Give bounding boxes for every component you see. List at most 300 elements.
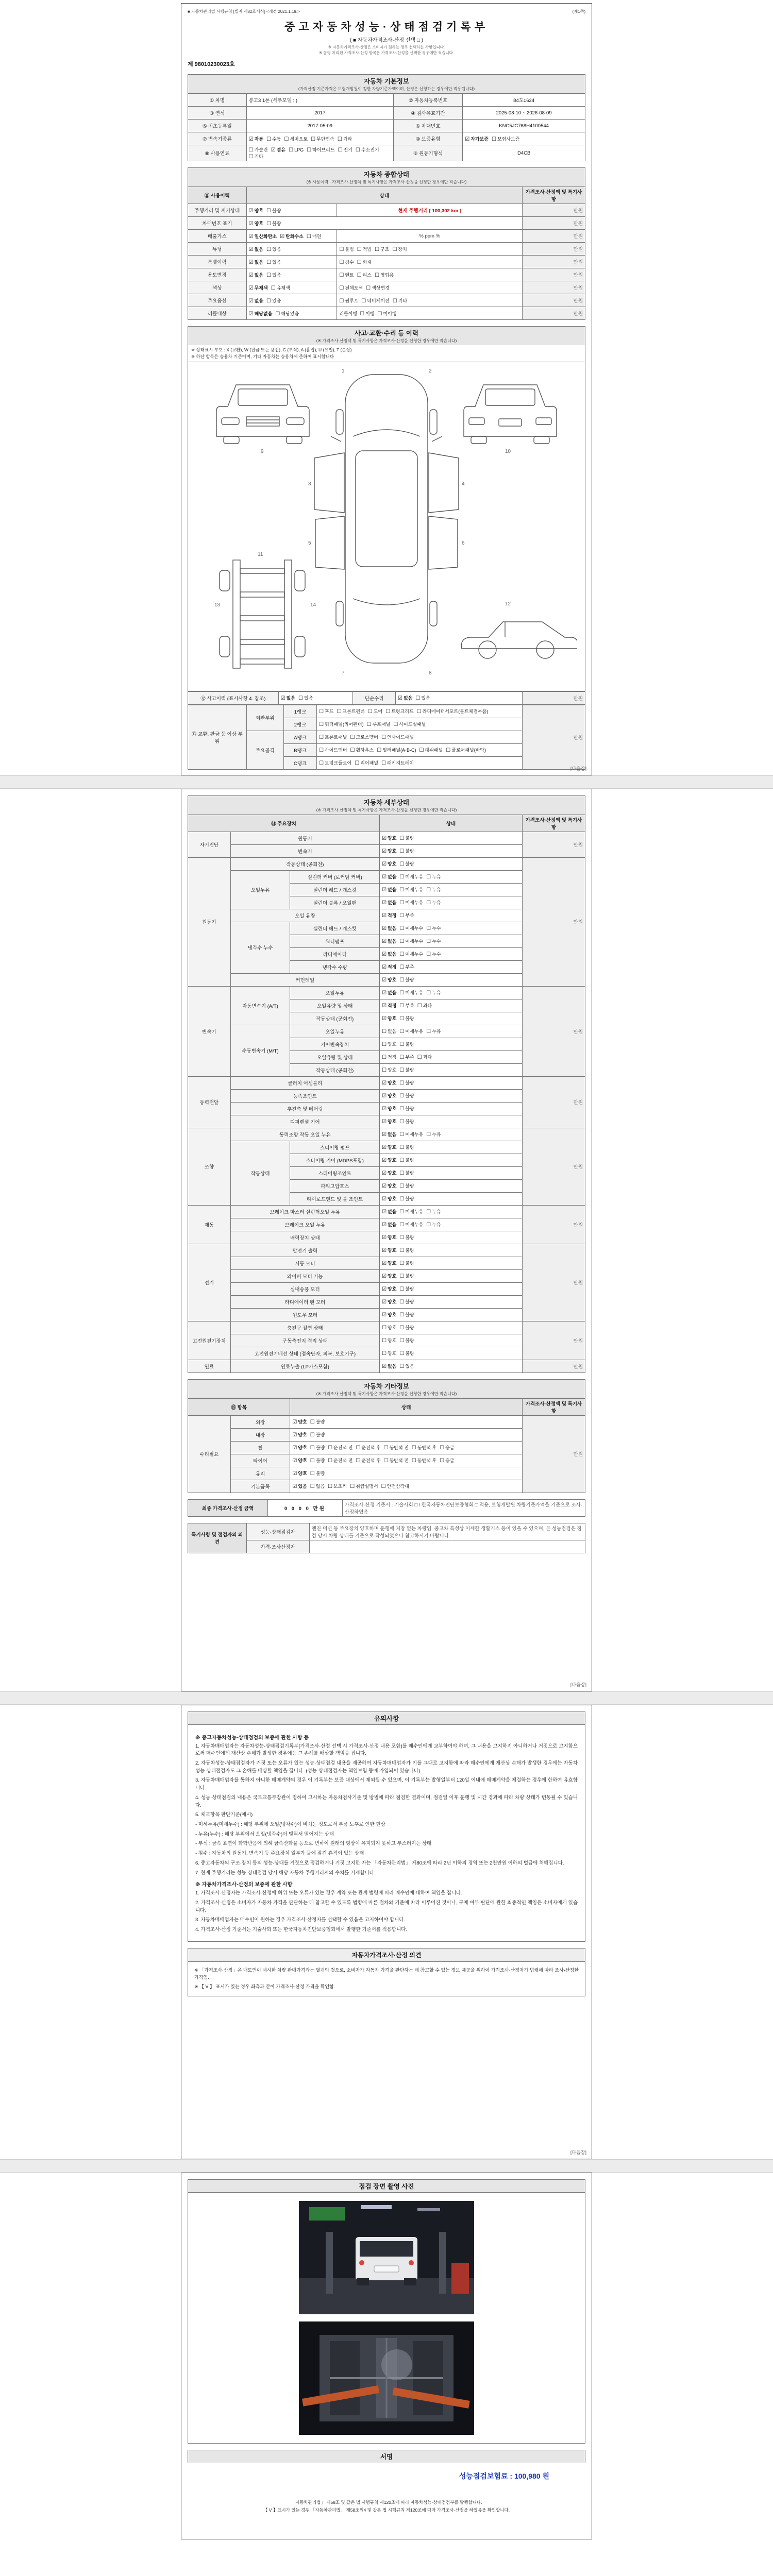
checkbox-필러패널(A·B·C)[interactable]: ☐ 필러패널(A·B·C) [377,748,416,753]
checkbox-없음[interactable]: ☑ 없음 [382,874,397,880]
checkbox-양호[interactable]: ☐ 양호 [382,1042,397,1047]
checkbox-이행[interactable]: ☐ 이행 [360,311,375,317]
checkbox-크로스멤버[interactable]: ☐ 크로스멤버 [350,735,378,740]
form-field-cell [246,145,393,161]
checkbox-누유[interactable]: ☐ 누유 [426,887,441,893]
checkbox-icon: ☐ [399,1338,405,1344]
checkbox-icon: ☑ [382,1286,387,1292]
text-cell: 만원 [523,294,585,307]
checkbox-양호[interactable]: ☑ 양호 [292,1445,307,1451]
notice-item: - 누유(누수) : 해당 부위에서 오일(냉각수)이 맺혀서 떨어지는 상태 [195,1831,334,1837]
checkbox-취급설명서[interactable]: ☐ 취급설명서 [350,1484,378,1489]
text-cell: 만원 [523,986,585,1076]
checkbox-누수[interactable]: ☐ 누수 [426,952,441,957]
checkbox-icon: ☐ [367,709,373,715]
checkbox-불량[interactable]: ☐ 불량 [399,861,414,867]
checkbox-미세누유[interactable]: ☐ 미세누유 [399,900,424,906]
checkbox-리어패널[interactable]: ☐ 리어패널 [355,760,378,766]
text-cell: 자동변속기 (A/T) [230,986,290,1025]
checkbox-응급[interactable]: ☐ 응급 [440,1445,455,1451]
checkbox-양호[interactable]: ☑ 양호 [382,1183,397,1189]
checkbox-불량[interactable]: ☐ 불량 [399,1183,414,1189]
text-cell: 변속기 [230,844,379,857]
checkbox-불량[interactable]: ☐ 불량 [310,1445,325,1451]
checkbox-동반석 후[interactable]: ☐ 동반석 후 [411,1445,437,1451]
checkbox-icon: ☐ [411,1458,416,1464]
form-field-cell [337,256,523,268]
checkbox-무단변속[interactable]: ☐ 무단변속 [311,136,334,142]
notice-item: 6. 중고자동차의 구조·장치 등의 성능·상태를 거짓으로 점검하거나 거짓 고지한 자는 「자동차관리법」 제80조에 따라 2년 이하의 징역 또는 2천만원 이하의 벌금에 처해집니다. [195,1860,564,1866]
checkbox-icon: ☐ [248,147,254,153]
checkbox-리스[interactable]: ☐ 리스 [357,272,372,278]
form-field-cell [380,1050,523,1063]
checkbox-없음[interactable]: ☑ 없음 [382,1209,397,1215]
checkbox-양호[interactable]: ☑ 양호 [382,1158,397,1163]
checkbox-네비게이션[interactable]: ☐ 네비게이션 [361,298,390,304]
checkbox-누유[interactable]: ☐ 누유 [426,1222,441,1228]
form-field-cell [380,922,523,935]
checkbox-미이행[interactable]: ☐ 미이행 [377,311,397,317]
checkbox-후드[interactable]: ☐ 후드 [319,709,334,715]
checkbox-양호[interactable]: ☐ 양호 [382,1351,397,1357]
checkbox-양호[interactable]: ☑ 양호 [292,1471,307,1477]
inspector-remarks-table [188,1523,585,1553]
checkbox-장치[interactable]: ☐ 장치 [392,246,407,252]
text-cell: 만원 [523,1360,585,1372]
checkbox-안전삼각대[interactable]: ☐ 안전삼각대 [381,1484,410,1489]
footer-line-2: 【 V 】표시가 있는 경우 「자동차관리법」 제58조의4 및 같은 법 시행규칙 제120조에 따라 가격조사·산정을 하였음을 확인합니다. [263,2507,510,2513]
table-row [188,307,585,320]
checkbox-불량[interactable]: ☐ 불량 [399,1299,414,1305]
checkbox-불량[interactable]: ☐ 불량 [399,1351,414,1357]
checkbox-icon: ☐ [399,1325,405,1331]
checkbox-기타[interactable]: ☐ 기타 [248,154,264,160]
checkbox-있음[interactable]: ☐ 있음 [266,298,281,304]
checkbox-기타[interactable]: ☐ 기타 [392,298,408,304]
form-field-cell [380,832,523,844]
form-field-cell [317,756,523,769]
checkbox-무채색[interactable]: ☑ 무채색 [248,285,268,291]
checkbox-icon: ☐ [399,1119,405,1125]
next-page-link[interactable]: [다음장] [570,2149,586,2155]
checkbox-있음[interactable]: ☐ 있음 [266,246,281,252]
checkbox-트렁크플로어[interactable]: ☐ 트렁크플로어 [319,760,352,766]
checkbox-양호[interactable]: ☑ 양호 [382,1235,397,1241]
checkbox-있음[interactable]: ☐ 있음 [298,696,313,701]
form-field-cell [380,973,523,986]
checkbox-운전석 전[interactable]: ☐ 운전석 전 [328,1458,353,1464]
text-cell: 오일누유 [290,1025,380,1038]
checkbox-icon: ☐ [399,977,405,983]
checkbox-불량[interactable]: ☐ 불량 [399,1158,414,1163]
checkbox-LPG[interactable]: ☐ LPG [289,147,304,153]
section-title: 자동차 종합상태 [364,171,409,178]
section-sign-header [188,2450,585,2463]
checkbox-불량[interactable]: ☐ 불량 [266,208,281,214]
checkbox-icon: ☐ [339,246,344,252]
field-prefix: 리콜이행 [339,311,358,316]
checkbox-양호[interactable]: ☑ 양호 [382,1274,397,1279]
checkbox-미세누수[interactable]: ☐ 미세누수 [399,926,424,931]
checkbox-양호[interactable]: ☑ 양호 [382,1145,397,1150]
checkbox-미세누유[interactable]: ☐ 미세누유 [399,874,424,880]
checkbox-매연[interactable]: ☐ 매연 [306,233,322,240]
checkbox-icon: ☐ [426,1029,431,1035]
checkbox-미세누유[interactable]: ☐ 미세누유 [399,1029,424,1035]
checkbox-트렁크리드[interactable]: ☐ 트렁크리드 [385,709,414,715]
checkbox-과다[interactable]: ☐ 과다 [417,1055,432,1060]
checkbox-icon: ☑ [292,1471,297,1477]
checkbox-없음[interactable]: ☑ 없음 [382,926,397,931]
checkbox-색상변경[interactable]: ☐ 색상변경 [366,285,390,291]
checkbox-양호[interactable]: ☑ 양호 [382,1171,397,1176]
basic-info-table [188,93,585,161]
checkbox-있음[interactable]: ☐ 있음 [266,259,281,265]
checkbox-미세누유[interactable]: ☐ 미세누유 [399,1209,424,1215]
checkbox-불량[interactable]: ☐ 불량 [399,977,414,983]
checkbox-불량[interactable]: ☐ 불량 [399,836,414,841]
checkbox-없음[interactable]: ☑ 없음 [382,952,397,957]
checkbox-적정[interactable]: ☑ 적정 [382,913,397,919]
notice-item: - 부식 : 금속 표면이 화학반응에 의해 금속산화물 등으로 변하여 원래의 형상이 유지되지 못하고 부스러지는 상태 [195,1841,432,1847]
checkbox-침수[interactable]: ☐ 침수 [339,259,354,265]
checkbox-양호[interactable]: ☑ 양호 [382,977,397,983]
checkbox-icon: ☐ [356,1445,361,1451]
checkbox-icon: ☑ [292,1419,297,1425]
table-row [188,1415,585,1428]
checkbox-부족[interactable]: ☐ 부족 [399,964,414,970]
checkbox-세미오토[interactable]: ☐ 세미오토 [284,136,308,142]
notice-item: 1. 가격조사·산정자는 가격조사·산정에 허위 또는 오류가 있는 경우 계약 또는 관계 법령에 따라 매수인에 대하여 책임을 집니다. [195,1890,462,1896]
checkbox-양호[interactable]: ☑ 양호 [382,836,397,841]
checkbox-icon: ☐ [310,1419,315,1425]
checkbox-기타[interactable]: ☐ 기타 [337,136,352,142]
text-cell: 만원 [523,832,585,857]
checkbox-누수[interactable]: ☐ 누수 [426,926,441,931]
text-cell: D4CB [463,145,585,161]
form-field-cell [290,1428,523,1441]
checkbox-수동[interactable]: ☐ 수동 [266,136,281,142]
checkbox-불량[interactable]: ☐ 불량 [399,1248,414,1253]
next-page-link[interactable]: [다음장] [570,766,586,771]
checkbox-icon: ☐ [399,874,405,880]
checkbox-없음[interactable]: ☑ 없음 [382,900,397,906]
checkbox-도어[interactable]: ☐ 도어 [367,709,383,715]
checkbox-영업용[interactable]: ☐ 영업용 [375,272,394,278]
checkbox-양호[interactable]: ☑ 양호 [382,1286,397,1292]
checkbox-탄화수소[interactable]: ☑ 탄화수소 [280,233,304,240]
checkbox-누유[interactable]: ☐ 누유 [426,1209,441,1215]
checkbox-없음[interactable]: ☑ 없음 [248,246,264,252]
checkbox-일산화탄소[interactable]: ☑ 일산화탄소 [248,233,277,240]
checkbox-icon: ☑ [248,208,254,214]
checkbox-휠하우스[interactable]: ☐ 휠하우스 [350,748,374,753]
text-cell: 외판부위 [246,705,283,731]
checkbox-전기[interactable]: ☐ 전기 [338,147,352,153]
table-row [188,1076,585,1089]
form-field-cell [380,986,523,999]
text-cell: 실린더 커버 (로커암 커버) [290,870,380,883]
text-cell: 만원 [523,1205,585,1244]
checkbox-불량[interactable]: ☐ 불량 [399,1080,414,1086]
checkbox-자가보증[interactable]: ☑ 자가보증 [465,136,489,142]
checkbox-양호[interactable]: ☑ 양호 [292,1419,307,1425]
checkbox-불량[interactable]: ☐ 불량 [310,1471,325,1477]
checkbox-불량[interactable]: ☐ 불량 [399,1286,414,1292]
checkbox-미세누유[interactable]: ☐ 미세누유 [399,1132,424,1138]
checkbox-렌트[interactable]: ☐ 렌트 [339,272,354,278]
checkbox-불량[interactable]: ☐ 불량 [399,1145,414,1150]
checkbox-없음[interactable]: ☑ 없음 [248,259,264,265]
checkbox-사이드멤버[interactable]: ☐ 사이드멤버 [319,748,347,753]
checkbox-없음[interactable]: ☑ 없음 [280,696,296,701]
checkbox-없음[interactable]: ☑ 없음 [248,298,264,304]
checkbox-icon: ☐ [337,136,342,142]
price-opinion-title: 자동차가격조사·산정 의견 [188,1948,585,1962]
text-cell: 만원 [523,281,585,294]
checkbox-쿼터패널(리어펜더)[interactable]: ☐ 쿼터패널(리어펜더) [319,722,364,727]
checkbox-양호[interactable]: ☑ 양호 [382,849,397,854]
checkbox-없음[interactable]: ☑ 없음 [382,1364,397,1369]
checkbox-양호[interactable]: ☑ 양호 [292,1432,307,1438]
checkbox-icon: ☐ [426,1132,431,1138]
checkbox-icon: ☐ [426,926,431,931]
checkbox-불량[interactable]: ☐ 불량 [399,1196,414,1202]
checkbox-자동[interactable]: ☑ 자동 [248,136,264,142]
text-cell: 만원 [523,1128,585,1205]
checkbox-과다[interactable]: ☐ 과다 [417,1003,432,1009]
checkbox-양호[interactable]: ☑ 양호 [382,1261,397,1266]
checkbox-불량[interactable]: ☐ 불량 [399,1171,414,1176]
checkbox-icon: ☐ [375,246,380,252]
checkbox-icon: ☐ [310,1484,315,1489]
form-field-cell [290,1415,523,1428]
checkbox-양호[interactable]: ☑ 양호 [382,1093,397,1099]
form-sheet-4 [181,2173,592,2539]
checkbox-불법[interactable]: ☐ 불법 [339,246,354,252]
checkbox-운전석 전[interactable]: ☐ 운전석 전 [328,1445,353,1451]
checkbox-양호[interactable]: ☐ 양호 [382,1338,397,1344]
checkbox-불량[interactable]: ☐ 불량 [310,1432,325,1438]
checkbox-해당없음[interactable]: ☑ 해당없음 [248,311,273,317]
checkbox-불량[interactable]: ☐ 불량 [399,1042,414,1047]
checkbox-없음[interactable]: ☑ 없음 [382,990,397,996]
checkbox-사이드실패널[interactable]: ☐ 사이드실패널 [393,722,426,727]
checkbox-icon: ☑ [382,977,387,983]
checkbox-없음[interactable]: ☐ 없음 [382,1029,397,1035]
checkbox-icon: ☐ [271,285,276,291]
checkbox-icon: ☐ [399,1364,405,1369]
text-cell: 만원 [523,1415,585,1493]
checkbox-동반석 전[interactable]: ☐ 동반석 전 [383,1445,409,1451]
checkbox-없음[interactable]: ☑ 없음 [382,939,397,944]
checkbox-미세누수[interactable]: ☐ 미세누수 [399,952,424,957]
notice-text [188,1724,585,1942]
svg-text:5: 5 [308,540,311,546]
checkbox-적정[interactable]: ☑ 적정 [382,964,397,970]
checkbox-누유[interactable]: ☐ 누유 [426,1132,441,1138]
checkbox-양호[interactable]: ☑ 양호 [382,1016,397,1022]
checkbox-미세누유[interactable]: ☐ 미세누유 [399,887,424,893]
checkbox-누수[interactable]: ☐ 누수 [426,939,441,944]
next-page-link[interactable]: [다음장] [570,1682,586,1687]
checkbox-미세누유[interactable]: ☐ 미세누유 [399,990,424,996]
checkbox-icon: ☑ [382,939,387,944]
checkbox-불량[interactable]: ☐ 불량 [399,1016,414,1022]
checkbox-양호[interactable]: ☑ 양호 [248,208,264,214]
checkbox-전체도색[interactable]: ☐ 전체도색 [339,285,363,291]
checkbox-불량[interactable]: ☐ 불량 [310,1419,325,1425]
text-cell: 작동상태 (공회전) [290,1012,380,1025]
checkbox-양호[interactable]: ☑ 양호 [292,1458,307,1464]
checkbox-있음[interactable]: ☑ 있음 [292,1484,307,1489]
checkbox-프론트패널[interactable]: ☐ 프론트패널 [319,735,347,740]
checkbox-미세누유[interactable]: ☐ 미세누유 [399,1222,424,1228]
checkbox-플로어패널(바닥)[interactable]: ☐ 플로어패널(바닥) [446,748,486,753]
checkbox-누유[interactable]: ☐ 누유 [426,874,441,880]
checkbox-불량[interactable]: ☐ 불량 [399,1235,414,1241]
checkbox-가솔린[interactable]: ☐ 가솔린 [248,147,268,153]
checkbox-양호[interactable]: ☐ 양호 [382,1325,397,1331]
checkbox-양호[interactable]: ☑ 양호 [382,1299,397,1305]
checkbox-없음[interactable]: ☐ 없음 [310,1484,325,1489]
checkbox-양호[interactable]: ☑ 양호 [382,1080,397,1086]
checkbox-대쉬패널[interactable]: ☐ 대쉬패널 [419,748,443,753]
checkbox-미세누수[interactable]: ☐ 미세누수 [399,939,424,944]
checkbox-불량[interactable]: ☐ 불량 [310,1458,325,1464]
checkbox-양호[interactable]: ☑ 양호 [382,1196,397,1202]
checkbox-부족[interactable]: ☐ 부족 [399,913,414,919]
checkbox-있음[interactable]: ☐ 있음 [399,1364,414,1369]
form-field-cell [290,1454,523,1467]
price-survey-option[interactable]: ( ■ 자동차가격조사·산정 선택 □ ) [349,38,424,43]
checkbox-해당있음[interactable]: ☐ 해당있음 [275,311,299,317]
checkbox-운전석 후[interactable]: ☐ 운전석 후 [356,1458,381,1464]
checkbox-양호[interactable]: ☑ 양호 [382,1106,397,1112]
table-row [188,120,585,132]
checkbox-불량[interactable]: ☐ 불량 [399,1261,414,1266]
form-field-cell [278,691,353,704]
checkbox-있음[interactable]: ☐ 있음 [415,696,430,701]
checkbox-없음[interactable]: ☑ 없음 [398,696,413,701]
checkbox-icon: ☐ [399,952,405,957]
checkbox-icon: ☐ [248,154,254,160]
checkbox-icon: ☑ [382,1261,387,1266]
checkbox-없음[interactable]: ☑ 없음 [382,1132,397,1138]
text-cell: 상태 [246,187,522,204]
checkbox-불량[interactable]: ☐ 불량 [399,1325,414,1331]
checkbox-구조[interactable]: ☐ 구조 [375,246,390,252]
checkbox-양호[interactable]: ☑ 양호 [382,1248,397,1253]
table-row [188,1205,585,1218]
checkbox-icon: ☑ [248,221,254,227]
checkbox-불량[interactable]: ☐ 불량 [266,221,281,227]
checkbox-icon: ☐ [416,709,422,715]
checkbox-누유[interactable]: ☐ 누유 [426,990,441,996]
checkbox-인사이드패널[interactable]: ☐ 인사이드패널 [381,735,414,740]
page-gap [0,775,773,789]
checkbox-프론트펜더[interactable]: ☐ 프론트펜더 [337,709,365,715]
checkbox-보험사보증[interactable]: ☐ 보험사보증 [492,136,520,142]
checkbox-icon: ☐ [399,1222,405,1228]
checkbox-불량[interactable]: ☐ 불량 [399,1338,414,1344]
checkbox-양호[interactable]: ☑ 양호 [382,1119,397,1125]
checkbox-icon: ☑ [382,1003,387,1009]
section-note: (가격산정 기준가격은 보험개발원이 정한 차량기준가액이며, 산정은 신청하는 경우에만 적용됩니다) [298,87,475,91]
checkbox-적정[interactable]: ☑ 적정 [382,1003,397,1009]
checkbox-불량[interactable]: ☐ 불량 [399,1119,414,1125]
checkbox-icon: ☐ [366,722,372,727]
text-cell: 고전원전기배선 상태 (접속단자, 피복, 보호기구) [230,1347,379,1360]
form-field-cell [380,1128,523,1141]
checkbox-부족[interactable]: ☐ 부족 [399,1003,414,1009]
checkbox-없음[interactable]: ☑ 없음 [382,1222,397,1228]
text-cell: 만원 [523,256,585,268]
checkbox-불량[interactable]: ☐ 불량 [399,1312,414,1318]
checkbox-불량[interactable]: ☐ 불량 [399,1093,414,1099]
text-cell: 원동기 [230,832,379,844]
checkbox-하이브리드[interactable]: ☐ 하이브리드 [307,147,335,153]
checkbox-패키지트레이[interactable]: ☐ 패키지트레이 [381,760,414,766]
checkbox-icon: ☑ [398,696,403,701]
checkbox-적법[interactable]: ☐ 적법 [357,246,372,252]
checkbox-수소전기[interactable]: ☐ 수소전기 [355,147,379,153]
checkbox-유채색[interactable]: ☐ 유채색 [271,285,290,291]
checkbox-동반석 전[interactable]: ☐ 동반석 전 [383,1458,409,1464]
checkbox-라디에이터서포트(볼트체결부품)[interactable]: ☐ 라디에이터서포트(볼트체결부품) [416,709,489,715]
checkbox-운전석 후[interactable]: ☐ 운전석 후 [356,1445,381,1451]
checkbox-양호[interactable]: ☑ 양호 [248,221,264,227]
checkbox-icon: ☐ [399,1171,405,1176]
form-field-cell [380,1179,523,1192]
checkbox-양호[interactable]: ☑ 양호 [382,1312,397,1318]
text-cell: ⑨ 원동기형식 [393,145,462,161]
section-photos-header [188,2179,585,2192]
form-field-cell [380,935,523,947]
checkbox-경유[interactable]: ☑ 경유 [271,147,286,153]
checkbox-동반석 후[interactable]: ☐ 동반석 후 [411,1458,437,1464]
checkbox-있음[interactable]: ☐ 있음 [266,272,281,278]
checkbox-응급[interactable]: ☐ 응급 [440,1458,455,1464]
checkbox-화재[interactable]: ☐ 화재 [357,259,372,265]
form-field-cell [380,1244,523,1257]
checkbox-icon: ☐ [382,1055,387,1060]
checkbox-양호[interactable]: ☑ 양호 [382,861,397,867]
checkbox-누유[interactable]: ☐ 누유 [426,900,441,906]
checkbox-적정[interactable]: ☐ 적정 [382,1055,397,1060]
etc-info-table [188,1398,585,1493]
checkbox-누유[interactable]: ☐ 누유 [426,1029,441,1035]
checkbox-보조키[interactable]: ☐ 보조키 [328,1484,347,1489]
checkbox-icon: ☐ [360,311,365,317]
table-row [188,294,585,307]
checkbox-부족[interactable]: ☐ 부족 [399,1055,414,1060]
checkbox-불량[interactable]: ☐ 불량 [399,849,414,854]
checkbox-양호[interactable]: ☐ 양호 [382,1067,397,1073]
checkbox-없음[interactable]: ☑ 없음 [382,887,397,893]
notice-item: 3. 자동차매매업자를 통하지 아니한 매매계약의 경우 이 기록부는 보증 대상에서 제외될 수 있으며, 이 기록부는 발행일부터 120일 이내에 매매계약을 체결하는 경우에 한하여 유효합니다. [195,1777,578,1791]
form-field-cell [246,281,337,294]
checkbox-루프패널[interactable]: ☐ 루프패널 [366,722,391,727]
checkbox-불량[interactable]: ☐ 불량 [399,1274,414,1279]
checkbox-불량[interactable]: ☐ 불량 [399,1106,414,1112]
checkbox-icon: ☐ [355,760,360,766]
checkbox-icon: ☑ [248,246,254,252]
checkbox-썬루프[interactable]: ☐ 썬루프 [339,298,359,304]
checkbox-불량[interactable]: ☐ 불량 [399,1067,414,1073]
text-cell: 스티어링 기어 (MDPS포함) [290,1154,380,1166]
checkbox-없음[interactable]: ☑ 없음 [248,272,264,278]
